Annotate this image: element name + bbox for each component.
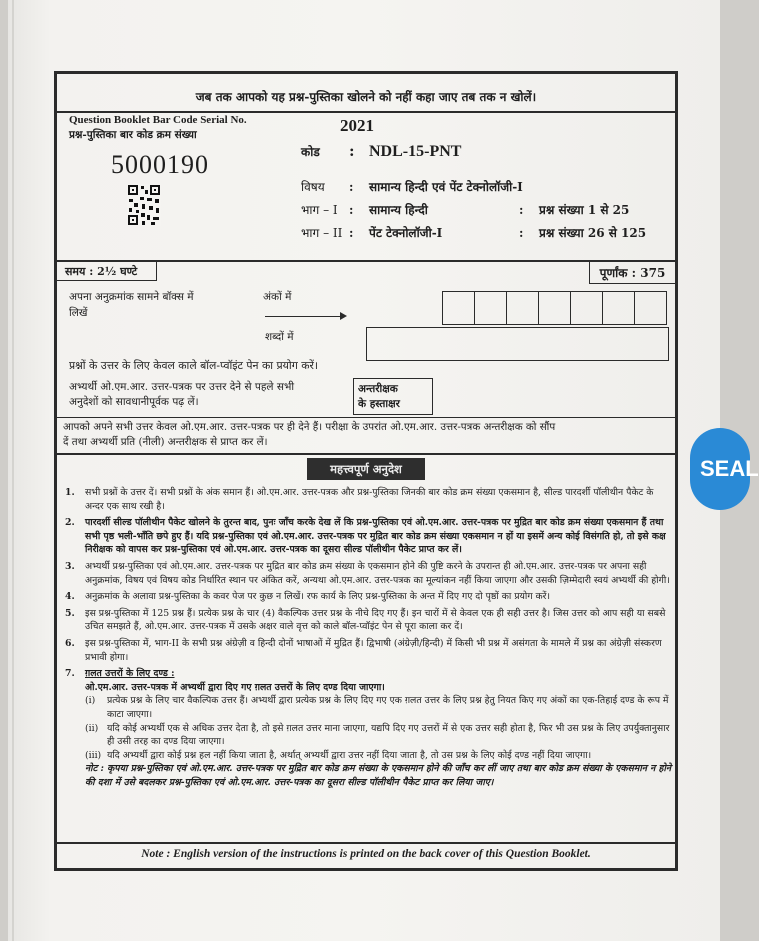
serial-title-hindi: प्रश्न-पुस्तिका बार कोड क्रम संख्या — [69, 129, 197, 141]
part2-row — [301, 224, 442, 241]
roll-digit-box[interactable] — [602, 291, 635, 325]
do-not-open-banner: जब तक आपको यह प्रश्न-पुस्तिका खोलने को नहीं कहा जाए तब तक न खोलें। — [195, 90, 537, 104]
max-marks: पूर्णांक : 375 — [589, 262, 675, 284]
item-text: अभ्यर्थी प्रश्न-पुस्तिका एवं ओ.एम.आर. उत्तर-पत्रक पर मुद्रित बार कोड क्रम संख्या के एकसमान होने की पुष्टि करने के उपरान्त ही ओ.एम.आर. उत्तर-पत्रक पर अपना सही अनुक्रमांक, विषय एवं विषय कोड निर्धारित स्थान पर अंकित करें, अन्यथा ओ.एम.आर. उत्तर-पत्रक का मूल्यांकन नहीं किया जाएगा और उसकी ज़िम्मेदारी स्वयं अभ्यर्थी की होगी। — [85, 560, 670, 586]
roll-digit-box[interactable] — [442, 291, 475, 325]
item-number: 2. — [65, 517, 75, 529]
penalty-item — [85, 749, 673, 763]
roll-digit-box[interactable] — [506, 291, 539, 325]
part1-questions: प्रश्न संख्या 1 से 25 — [539, 203, 630, 217]
divider — [57, 453, 675, 455]
part1-row — [301, 201, 428, 218]
item-number: (ii) — [85, 722, 99, 734]
seal-tab[interactable]: SEAL — [690, 428, 750, 510]
list-item — [65, 607, 673, 634]
note-text: नोट : कृपया प्रश्न-पुस्तिका एवं ओ.एम.आर. उत्तर-पत्रक पर मुद्रित बार कोड क्रम संख्या के एकसमान होने की जाँच कर लीं जाए तथा बार कोड क्रम संख्या के एकसमान न होने की दशा में उसे बदलकर प्रश्न-पुस्तिका एवं ओ.एम.आर. उत्तर-पत्रक का दूसरा सील्ड पॉलीथीन पैकेट प्राप्त कर लिया जाए। — [85, 763, 672, 788]
time-allowed: समय : 2½ घण्टे — [57, 262, 157, 281]
question-booklet-cover — [54, 71, 678, 871]
qr-code-icon — [127, 184, 161, 226]
colon: : — [349, 226, 354, 240]
instructions-list — [65, 486, 673, 789]
item-number: 6. — [65, 637, 75, 649]
colon: : — [519, 203, 524, 217]
list-item — [65, 560, 673, 587]
roll-number-digit-boxes[interactable] — [443, 291, 667, 325]
read-instruction-line1: अभ्यर्थी ओ.एम.आर. उत्तर-पत्रक पर उत्तर देने से पहले सभी — [69, 381, 295, 393]
signature-label-line2: के हस्ताक्षर — [358, 398, 400, 410]
serial-block — [69, 114, 295, 180]
item-text: अनुक्रमांक के अलावा प्रश्न-पुस्तिका के कवर पेज पर कुछ न लिखें। रफ कार्य के लिए प्रश्न-पुस्तिका के अन्त में दिए गए दो पृष्ठों का प्रयोग करें। — [85, 591, 550, 603]
roll-digit-box[interactable] — [634, 291, 667, 325]
list-item — [65, 516, 673, 557]
item-number: 7. — [65, 668, 75, 680]
divider — [57, 417, 675, 418]
subject-row — [301, 178, 523, 195]
important-instructions-heading: महत्त्वपूर्ण अनुदेश — [307, 458, 425, 480]
item-number: 5. — [65, 607, 75, 619]
penalty-item — [85, 694, 673, 721]
list-item — [65, 486, 673, 513]
roll-number-words-box[interactable] — [366, 327, 669, 361]
list-item — [65, 590, 673, 604]
item-text: पारदर्शी सील्ड पॉलीथीन पैकेट खोलने के तुरन्त बाद, पुनः जाँच करके देख लें कि प्रश्न-पुस्तिका एवं ओ.एम.आर. उत्तर-पत्रक पर मुद्रित बार कोड क्रम संख्या एकसमान हैं तथा सभी पृष्ठ भली-भाँति छपे हुए हैं। यदि प्रश्न-पुस्तिका एवं ओ.एम.आर. उत्तर-पत्रक पर मुद्रित बार कोड क्रम संख्या एकसमान न हों या इसमें अन्य कोई विसंगति हो, तो इसे कक्ष निरीक्षक को वापस कर प्रश्न-पुस्तिका एवं ओ.एम.आर. उत्तर-पत्रक का दूसरा सील्ड पॉलीथीन पैकेट प्राप्त कर लें। — [85, 517, 666, 556]
subject-value: सामान्य हिन्दी एवं पेंट टेक्नोलॉजी-I — [369, 180, 523, 194]
list-item — [65, 637, 673, 664]
roll-digit-box[interactable] — [474, 291, 507, 325]
serial-number: 5000190 — [111, 150, 209, 179]
submit-note-line2: दें तथा अभ्यर्थी प्रति (नीली) अन्तरीक्षक से प्राप्त कर लें। — [63, 436, 268, 448]
read-instruction-line2: अनुदेशों को सावधानीपूर्वक पढ़ लें। — [69, 396, 199, 408]
divider — [57, 842, 675, 844]
part1-label: भाग – I — [301, 203, 338, 217]
part2-questions-row — [519, 224, 646, 241]
item-text: इस प्रश्न-पुस्तिका में, भाग-II के सभी प्रश्न अंग्रेज़ी व हिन्दी दोनों भाषाओं में मुद्रित हैं। द्विभाषी (अंग्रेज़ी/हिन्दी) में किसी भी प्रश्न में असंगता के मामले में प्रश्न का अंग्रेज़ी संस्करण प्रभावी होगा। — [85, 637, 662, 663]
part1-value: सामान्य हिन्दी — [369, 203, 428, 217]
roll-digit-box[interactable] — [570, 291, 603, 325]
roll-words-label: शब्दों में — [265, 331, 294, 343]
part2-value: पेंट टेक्नोलॉजी-I — [369, 226, 443, 240]
code-value: NDL-15-PNT — [369, 143, 462, 160]
roll-digit-box[interactable] — [538, 291, 571, 325]
colon: : — [519, 226, 524, 240]
item-number: (iii) — [85, 749, 102, 761]
part2-label: भाग – II — [301, 226, 343, 240]
invigilator-signature-box[interactable] — [353, 378, 433, 415]
penalty-item — [85, 722, 673, 749]
roll-instruction-line2: लिखें — [69, 307, 88, 319]
item-text: यदि अभ्यर्थी द्वारा कोई प्रश्न हल नहीं किया जाता है, अर्थात् अभ्यर्थी द्वारा उत्तर नहीं दिया जाता है, तो उस प्रश्न के लिए कोई दण्ड नहीं दिया जाएगा। — [107, 749, 592, 761]
item-text: सभी प्रश्नों के उत्तर दें। सभी प्रश्नों के अंक समान हैं। ओ.एम.आर. उत्तर-पत्रक और प्रश्न-पुस्तिका जिनकी बार कोड क्रम संख्या एकसमान है, सील्ड पारदर्शी पॉलीथीन पैकेट के अन्दर एक साथ रखी है। — [85, 487, 654, 512]
roll-instruction-line1: अपना अनुक्रमांक सामने बॉक्स में — [69, 291, 194, 303]
item-number: 4. — [65, 591, 75, 603]
arrow-right-icon — [265, 316, 345, 317]
penalty-intro: ओ.एम.आर. उत्तर-पत्रक में अभ्यर्थी द्वारा दिए गए ग़लत उत्तरों के लिए दण्ड दिया जाएगा। — [85, 681, 385, 693]
colon: : — [349, 203, 354, 217]
item-text: ग़लत उत्तरों के लिए दण्ड : — [85, 668, 175, 680]
paper-fold — [12, 0, 14, 941]
pen-instruction: प्रश्नों के उत्तर के लिए केवल काले बॉल-प्वॉइंट पेन का प्रयोग करें। — [69, 359, 319, 372]
item-number: 1. — [65, 487, 75, 498]
item-text: इस प्रश्न-पुस्तिका में 125 प्रश्न हैं। प्रत्येक प्रश्न के चार (4) वैकल्पिक उत्तर प्रश्न के नीचे दिए गए हैं। इन चारों में से केवल एक ही सही उत्तर है। जिस उत्तर को आप सही या सबसे उचित समझते हैं, ओ.एम.आर. उत्तर-पत्रक में उसके अक्षर वाले वृत्त को काले बॉल-प्वॉइंट पेन से पूरा काला कर दें। — [85, 607, 666, 633]
list-item — [65, 667, 673, 681]
english-version-note: Note : English version of the instructions is printed on the back cover of this Question Booklet. — [141, 848, 591, 860]
colon: : — [349, 180, 354, 194]
item-text: प्रत्येक प्रश्न के लिए चार वैकल्पिक उत्तर हैं। अभ्यर्थी द्वारा प्रत्येक प्रश्न के लिए दिए गए एक ग़लत उत्तर के लिए प्रश्न हेतु नियत किए गए अंकों का एक-तिहाई दण्ड के रूप में काटा जाएगा। — [107, 695, 669, 720]
divider — [57, 111, 675, 113]
part2-questions: प्रश्न संख्या 26 से 125 — [539, 226, 647, 240]
exam-year: 2021 — [340, 116, 374, 135]
code-label: कोड — [301, 145, 320, 159]
subject-label: विषय — [301, 180, 325, 194]
part1-questions-row — [519, 201, 629, 218]
item-text: यदि कोई अभ्यर्थी एक से अधिक उत्तर देता है, तो इसे ग़लत उत्तर माना जाएगा, यद्यपि दिए गए उत्तरों में से एक उत्तर सही होता है, फिर भी उस प्रश्न के लिए उपर्युक्तानुसार ही उसी तरह का दण्ड दिया जाएगा। — [107, 722, 670, 748]
serial-title: Question Booklet Bar Code Serial No. — [69, 114, 247, 126]
code-row — [301, 142, 461, 161]
roll-digits-label: अंकों में — [263, 291, 292, 303]
item-number: (i) — [85, 695, 96, 707]
colon: : — [349, 142, 355, 160]
submit-note-line1: आपको अपने सभी उत्तर केवल ओ.एम.आर. उत्तर-पत्रक पर ही देने हैं। परीक्षा के उपरांत ओ.एम.आर. उत्तर-पत्रक अन्तरीक्षक को सौंप — [63, 421, 556, 433]
item-number: 3. — [65, 560, 75, 572]
signature-label-line1: अन्तरीक्षक — [358, 383, 398, 395]
